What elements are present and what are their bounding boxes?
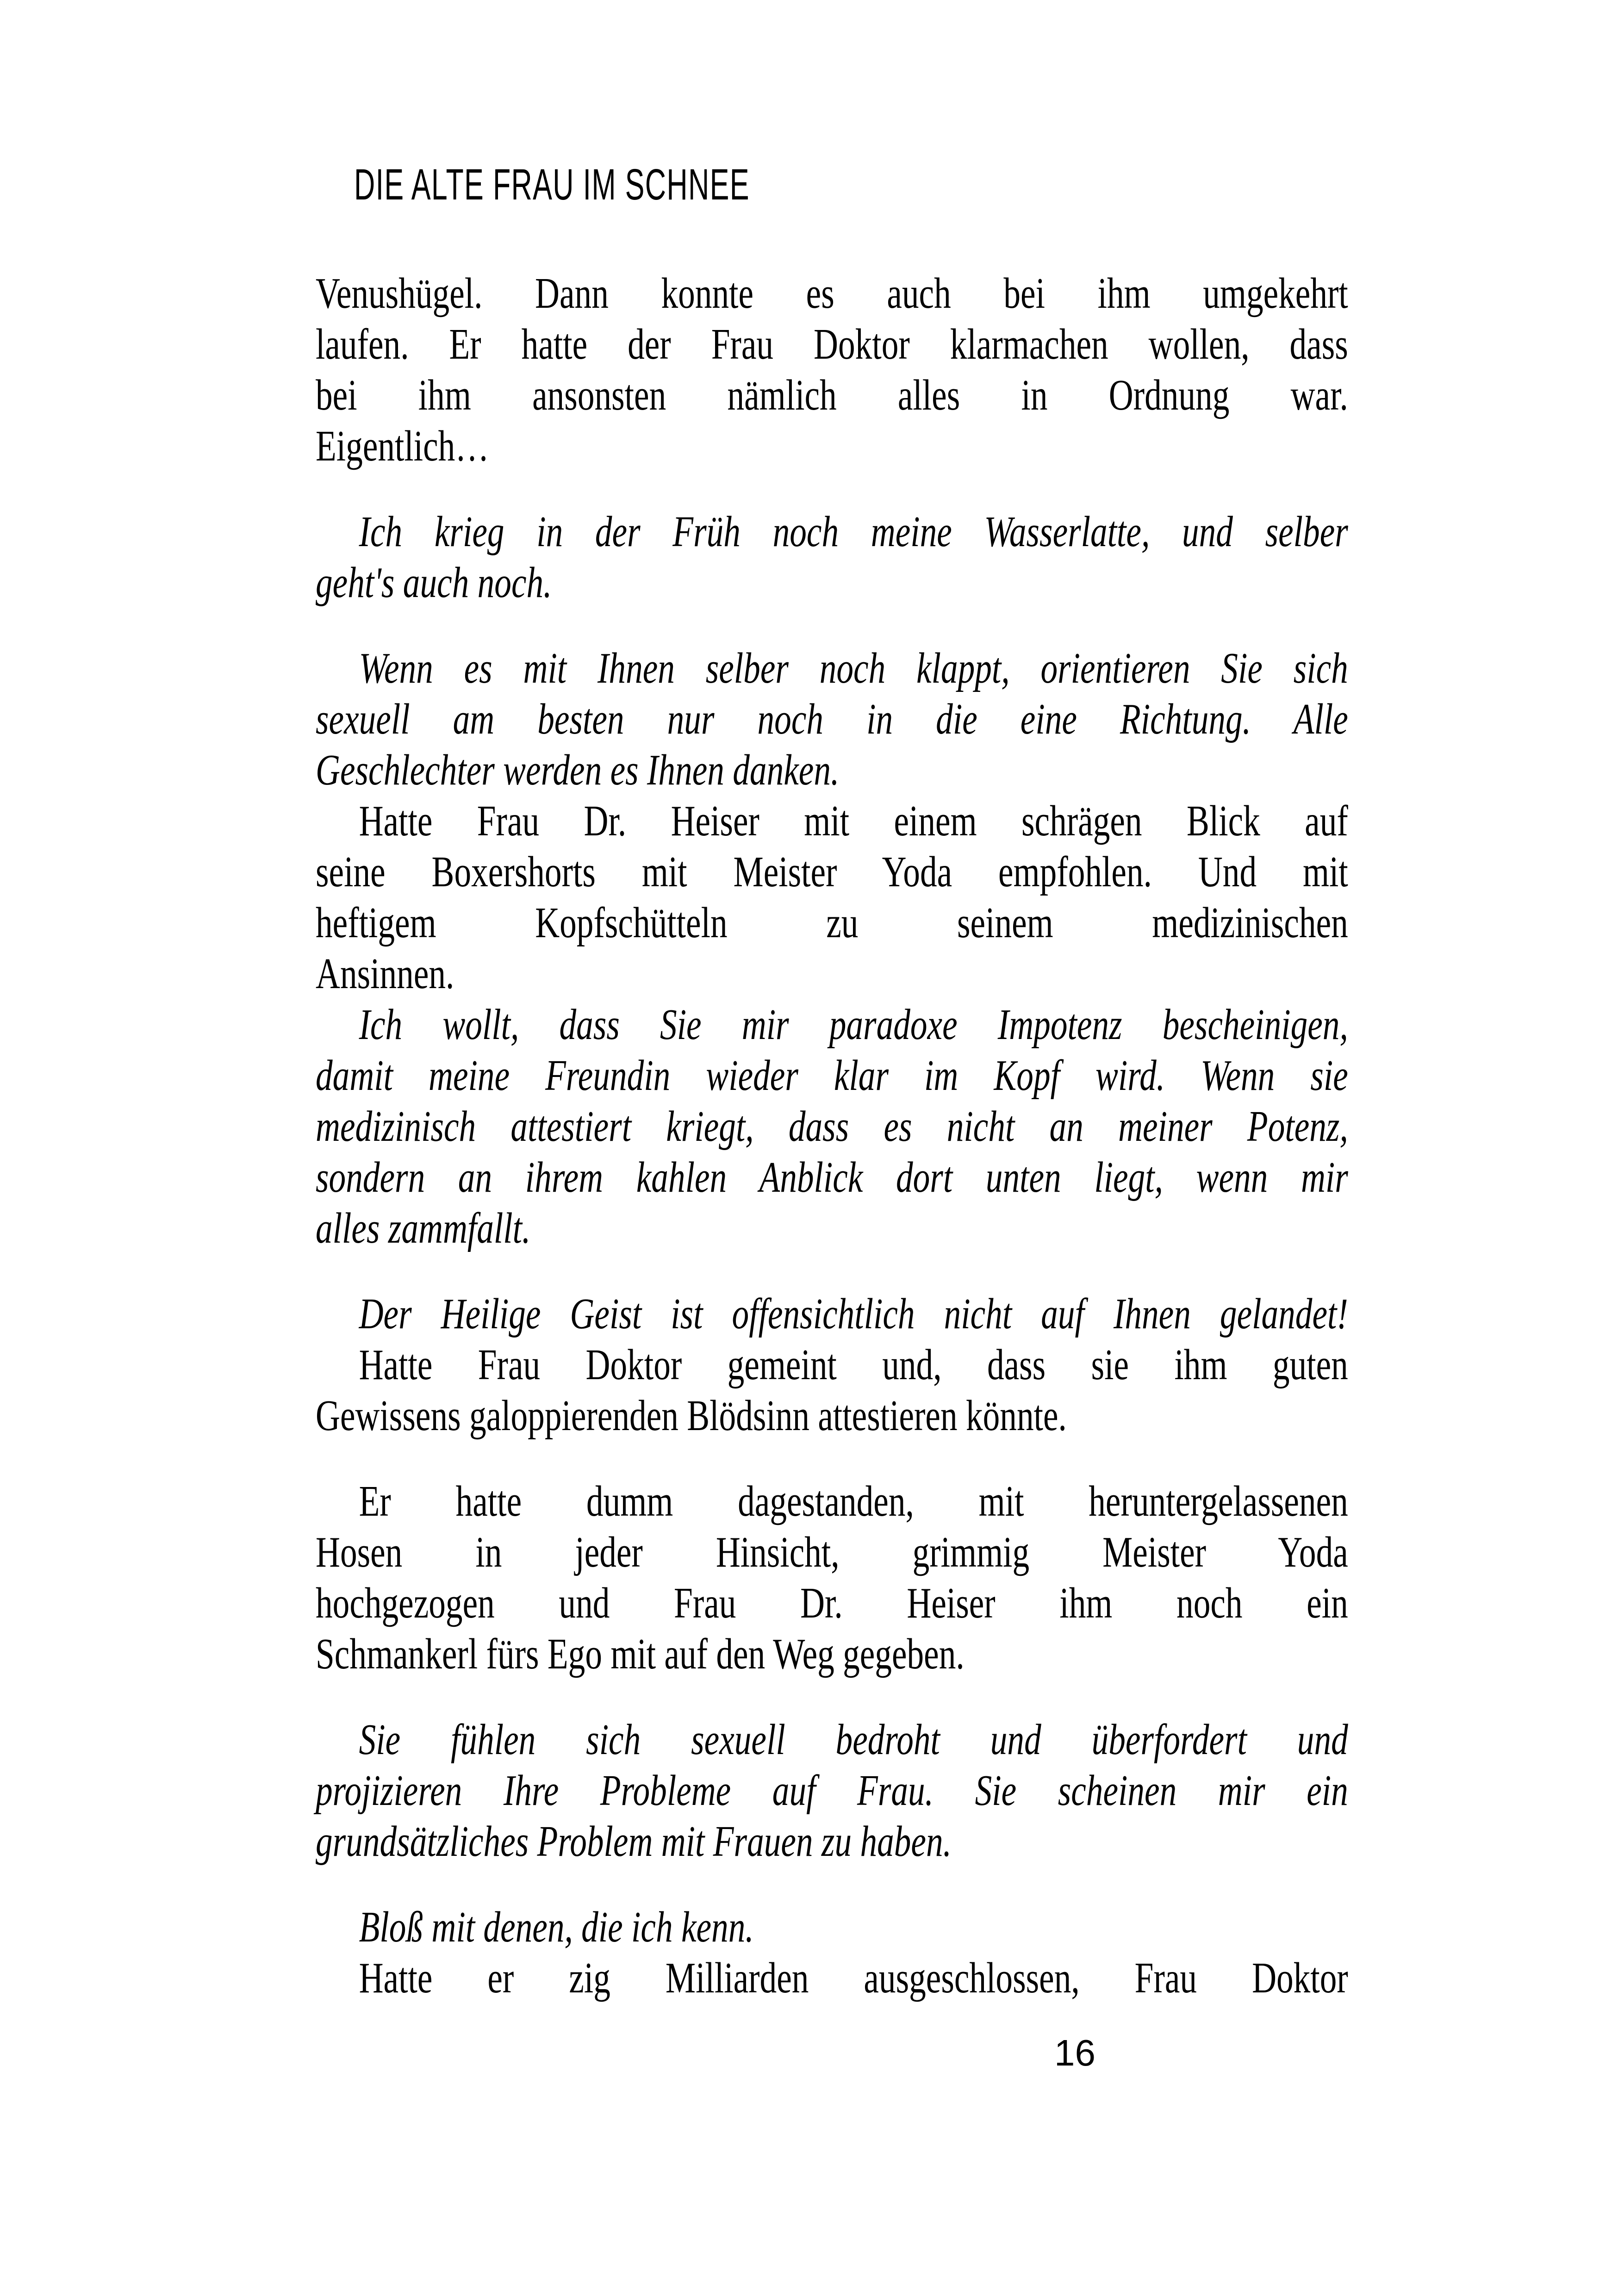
text-line: Er hatte dumm dagestanden, mit heruntergelassenen <box>359 1477 1348 1525</box>
text-line: Geschlechter werden es Ihnen danken. <box>316 746 840 794</box>
paragraph <box>316 796 1348 999</box>
text-line: Ansinnen. <box>316 950 454 998</box>
text-line: hochgezogen und Frau Dr. Heiser ihm noch ein <box>316 1579 1348 1627</box>
text-line: projizieren Ihre Probleme auf Frau. Sie scheinen mir ein <box>316 1767 1348 1815</box>
text-line: Hatte Frau Doktor gemeint und, dass sie ihm guten <box>359 1341 1348 1389</box>
paragraph <box>316 506 1348 608</box>
text-line: Der Heilige Geist ist offensichtlich nicht auf Ihnen gelandet! <box>359 1290 1348 1338</box>
text-line: Ich krieg in der Früh noch meine Wasserlatte, und selber <box>359 508 1348 556</box>
text-line: Wenn es mit Ihnen selber noch klappt, orientieren Sie sich <box>359 644 1348 692</box>
paragraph <box>316 643 1348 796</box>
text-line: Bloß mit denen, die ich kenn. <box>359 1903 754 1951</box>
text-line: damit meine Freundin wieder klar im Kopf wird. Wenn sie <box>316 1052 1348 1100</box>
text-line: seine Boxershorts mit Meister Yoda empfohlen. Und mit <box>316 848 1348 896</box>
text-line: Schmankerl fürs Ego mit auf den Weg gegeben. <box>316 1630 965 1678</box>
text-line: medizinisch attestiert kriegt, dass es nicht an meiner Potenz, <box>316 1102 1348 1151</box>
text-line: Ich wollt, dass Sie mir paradoxe Impotenz bescheinigen, <box>359 1001 1348 1049</box>
text-line: geht's auch noch. <box>316 559 552 607</box>
paragraph <box>316 268 1348 472</box>
text-line: Sie fühlen sich sexuell bedroht und überfordert und <box>359 1716 1348 1764</box>
text-line: sondern an ihrem kahlen Anblick dort unten liegt, wenn mir <box>316 1153 1348 1201</box>
text-line: bei ihm ansonsten nämlich alles in Ordnung war. <box>316 371 1348 419</box>
text-line: Gewissens galoppierenden Blödsinn attestieren könnte. <box>316 1392 1067 1440</box>
body-text <box>316 268 1348 2004</box>
text-line: laufen. Er hatte der Frau Doktor klarmachen wollen, dass <box>316 320 1348 368</box>
page-number: 16 <box>1054 2032 1095 2073</box>
text-line: alles zammfallt. <box>316 1204 531 1252</box>
text-line: grundsätzliches Problem mit Frauen zu haben. <box>316 1817 952 1866</box>
paragraph <box>316 1339 1348 1441</box>
paragraph <box>316 1476 1348 1680</box>
paragraph <box>316 1902 1348 1953</box>
text-line: heftigem Kopfschütteln zu seinem medizinischen <box>316 899 1348 947</box>
paragraph <box>316 999 1348 1254</box>
text-line: Hosen in jeder Hinsicht, grimmig Meister Yoda <box>316 1528 1348 1576</box>
paragraph <box>316 1953 1348 2004</box>
text-line: Hatte Frau Dr. Heiser mit einem schrägen Blick auf <box>359 797 1348 845</box>
running-header: DIE ALTE FRAU IM SCHNEE <box>354 160 750 209</box>
text-line: sexuell am besten nur noch in die eine Richtung. Alle <box>316 695 1348 743</box>
paragraph <box>316 1288 1348 1339</box>
paragraph <box>316 1714 1348 1867</box>
text-line: Venushügel. Dann konnte es auch bei ihm umgekehrt <box>316 269 1348 317</box>
text-line: Hatte er zig Milliarden ausgeschlossen, Frau Doktor <box>359 1954 1348 2002</box>
text-line: Eigentlich… <box>316 422 489 470</box>
